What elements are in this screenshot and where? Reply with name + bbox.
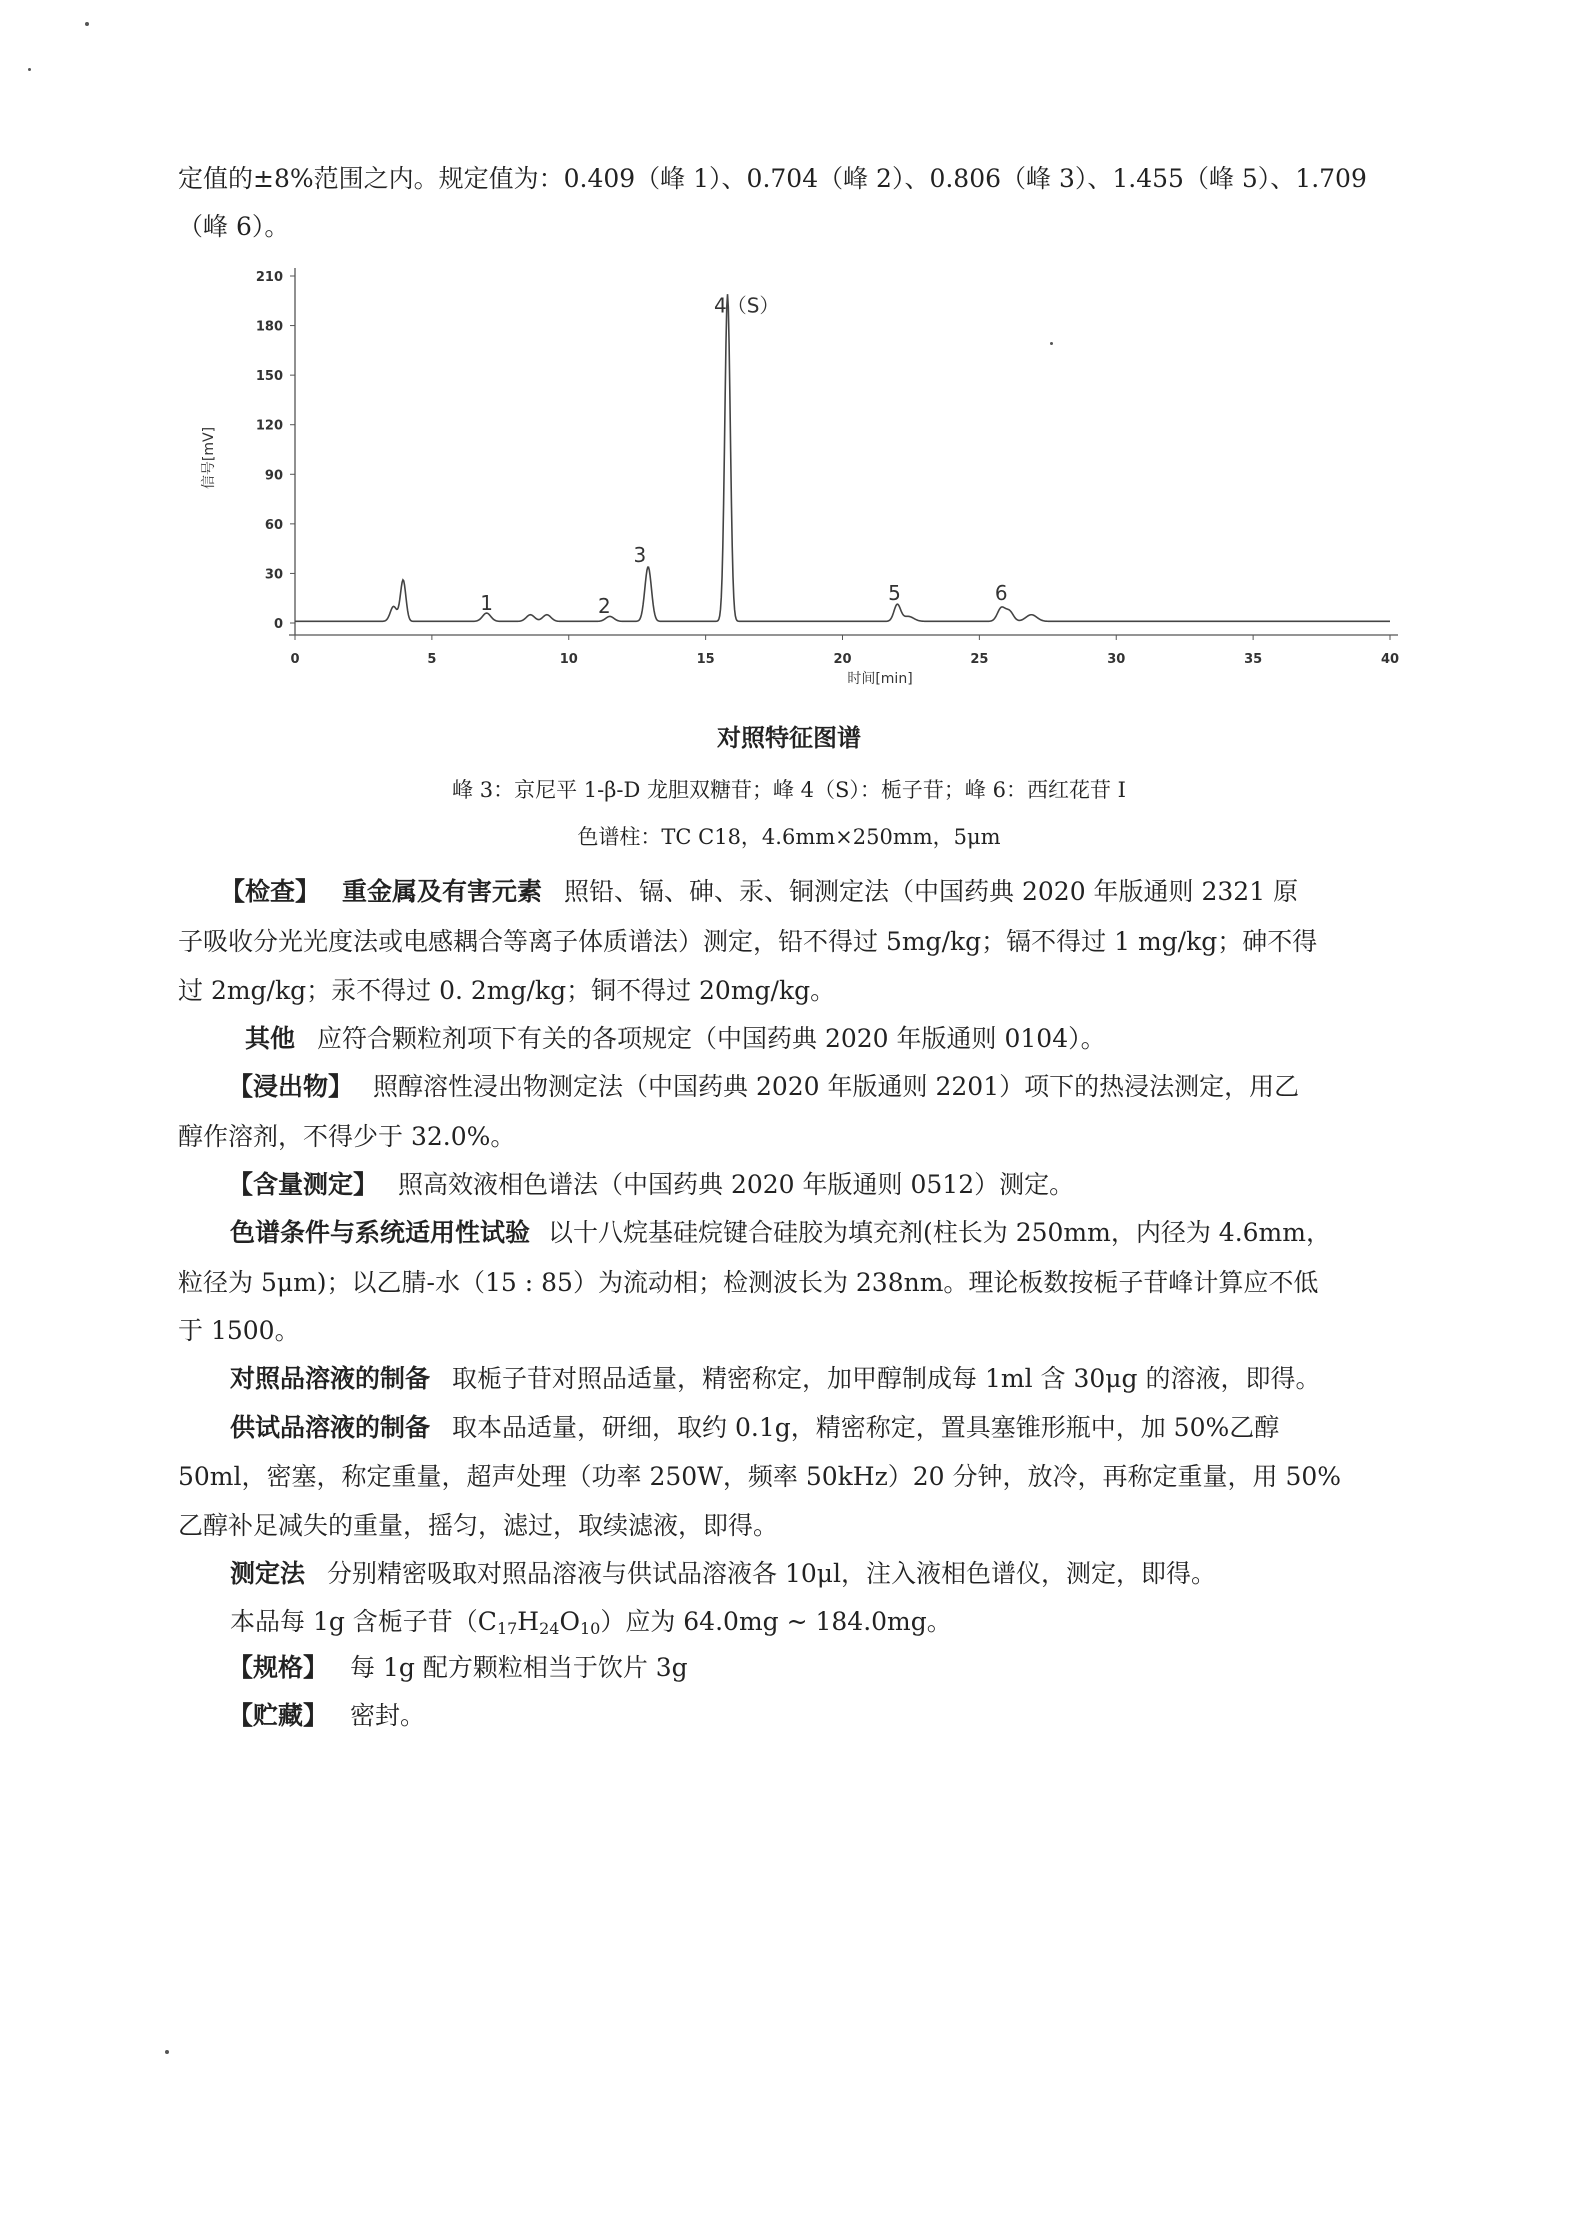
- test-prep-heading: 供试品溶液的制备: [230, 1413, 431, 1442]
- test-prep-line-1: [230, 1411, 1279, 1445]
- peak-label: 6: [994, 580, 1008, 605]
- other-heading: 其他: [245, 1024, 296, 1053]
- peak-label: 2: [597, 594, 611, 619]
- check-line-3: 过 2mg/kg；汞不得过 0. 2mg/kg；铜不得过 20mg/kg。: [178, 976, 836, 1005]
- method-heading: 测定法: [230, 1559, 306, 1588]
- assay-line: [228, 1168, 1074, 1202]
- x-tick-label: 35: [1244, 652, 1263, 667]
- chromatogram-chart: [185, 258, 1430, 698]
- peak-annotations: [480, 293, 1007, 618]
- x-tick-label: 30: [1107, 652, 1126, 667]
- assay-heading: 【含量测定】: [228, 1170, 379, 1199]
- conditions-line-1: [230, 1216, 1331, 1250]
- storage-heading: 【贮藏】: [228, 1701, 329, 1730]
- y-tick-label: 120: [255, 418, 283, 434]
- storage-line: [228, 1699, 425, 1733]
- figure-note: 峰 3：京尼平 1-β-D 龙胆双糖苷；峰 4（S）：栀子苷；峰 6：西红花苷 I: [452, 778, 1126, 802]
- assay-text: 照高效液相色谱法（中国药典 2020 年版通则 0512）测定。: [398, 1170, 1075, 1199]
- x-tick-label: 0: [290, 652, 300, 667]
- conditions-text-1: 以十八烷基硅烷键合硅胶为填充剂(柱长为 250mm，内径为 4.6mm，: [548, 1218, 1331, 1247]
- y-tick-label: 90: [264, 468, 283, 484]
- content-post: ）应为 64.0mg ~ 184.0mg。: [600, 1607, 952, 1636]
- peak-label: 3: [633, 542, 647, 567]
- peak-label: 1: [480, 590, 493, 615]
- scan-speck: [28, 68, 31, 71]
- conditions-line-3: 于 1500。: [178, 1316, 300, 1345]
- check-text-1: 照铅、镉、砷、汞、铜测定法（中国药典 2020 年版通则 2321 原: [564, 877, 1299, 906]
- content-o: O: [559, 1607, 580, 1636]
- x-tick-label: 40: [1380, 652, 1400, 667]
- scan-speck: [1050, 342, 1053, 345]
- chromatogram-trace: [295, 294, 1390, 621]
- content-sub-h: 24: [539, 1619, 560, 1638]
- method-line: [230, 1557, 1216, 1591]
- spec-line: [228, 1651, 688, 1685]
- spec-text: 每 1g 配方颗粒相当于饮片 3g: [350, 1653, 688, 1682]
- y-tick-label: 150: [255, 369, 283, 385]
- y-tick-label: 60: [264, 517, 283, 533]
- other-text: 应符合颗粒剂项下有关的各项规定（中国药典 2020 年版通则 0104）。: [317, 1024, 1106, 1053]
- x-tick-label: 20: [833, 652, 852, 667]
- figure-title: 对照特征图谱: [717, 724, 861, 752]
- x-tick-label: 5: [427, 652, 437, 667]
- y-axis-label: 信号[mV]: [201, 426, 217, 490]
- scan-speck: [165, 2050, 169, 2054]
- ref-prep-heading: 对照品溶液的制备: [230, 1364, 431, 1393]
- extract-line-2: 醇作溶剂，不得少于 32.0%。: [178, 1122, 516, 1151]
- method-text: 分别精密吸取对照品溶液与供试品溶液各 10μl，注入液相色谱仪，测定，即得。: [327, 1559, 1217, 1588]
- intro-line-1: 定值的±8%范围之内。规定值为：0.409（峰 1）、0.704（峰 2）、0.806（峰 3）、1.455（峰 5）、1.709: [178, 164, 1367, 193]
- check-subheading: 重金属及有害元素: [342, 877, 543, 906]
- y-tick-label: 180: [255, 319, 283, 335]
- conditions-heading: 色谱条件与系统适用性试验: [230, 1218, 531, 1247]
- chart-axes: [289, 268, 1398, 635]
- x-tick-label: 15: [696, 652, 715, 667]
- extract-line-1: [228, 1070, 1299, 1104]
- x-tick-label: 25: [970, 652, 989, 667]
- extract-heading: 【浸出物】: [228, 1072, 354, 1101]
- peak-label: 4（S）: [713, 293, 780, 318]
- y-tick-label: 210: [255, 270, 283, 285]
- y-tick-label: 30: [264, 567, 283, 583]
- content-line: [230, 1605, 952, 1646]
- content-h: H: [517, 1607, 540, 1636]
- intro-line-2: （峰 6）。: [178, 212, 290, 241]
- other-line: [245, 1022, 1106, 1056]
- test-prep-line-3: 乙醇补足减失的重量，摇匀，滤过，取续滤液，即得。: [178, 1511, 779, 1540]
- test-prep-text-1: 取本品适量，研细，取约 0.1g，精密称定，置具塞锥形瓶中，加 50%乙醇: [452, 1413, 1280, 1442]
- x-axis-label: 时间[min]: [847, 671, 913, 687]
- content-sub-c: 17: [496, 1619, 518, 1638]
- spec-heading: 【规格】: [228, 1653, 329, 1682]
- ref-prep-text: 取栀子苷对照品适量，精密称定，加甲醇制成每 1ml 含 30μg 的溶液，即得。: [452, 1364, 1321, 1393]
- y-tick-label: 0: [273, 617, 283, 632]
- x-tick-label: 10: [559, 652, 578, 667]
- conditions-line-2: 粒径为 5μm)；以乙腈-水（15 : 85）为流动相；检测波长为 238nm。理论板数按栀子苷峰计算应不低: [178, 1268, 1319, 1297]
- scan-speck: [85, 22, 89, 26]
- check-heading: 【检查】: [220, 877, 321, 906]
- extract-text-1: 照醇溶性浸出物测定法（中国药典 2020 年版通则 2201）项下的热浸法测定，用乙: [373, 1072, 1300, 1101]
- figure-column: 色谱柱：TC C18，4.6mm×250mm，5μm: [577, 825, 1001, 849]
- chart-ticks: [256, 270, 1399, 667]
- ref-prep-line: [230, 1362, 1320, 1396]
- check-line-2: 子吸收分光光度法或电感耦合等离子体质谱法）测定，铅不得过 5mg/kg；镉不得过 1 mg/kg；砷不得: [178, 927, 1318, 956]
- storage-text: 密封。: [350, 1701, 426, 1730]
- content-pre: 本品每 1g 含栀子苷（C: [230, 1607, 497, 1636]
- peak-label: 5: [888, 580, 901, 605]
- check-line-1: [220, 875, 1298, 909]
- content-sub-o: 10: [579, 1619, 601, 1638]
- test-prep-line-2: 50ml，密塞，称定重量，超声处理（功率 250W，频率 50kHz）20 分钟，放冷，再称定重量，用 50%: [178, 1462, 1342, 1491]
